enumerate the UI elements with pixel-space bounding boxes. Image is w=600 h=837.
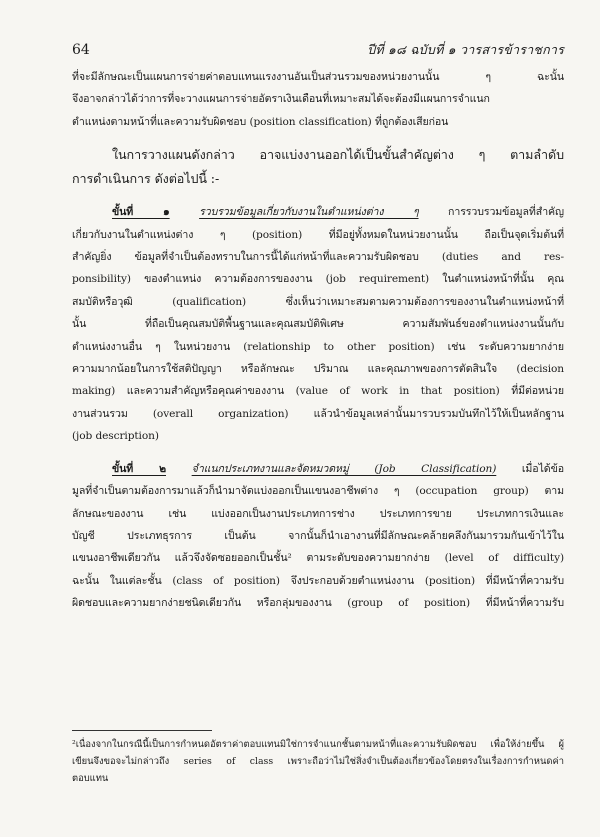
text-line: making) และความสำคัญหรือคุณค่าของงาน (value of work in that position) ที่มีต่อหน่วย bbox=[72, 385, 564, 398]
text-line: จึงอาจกล่าวได้ว่าการที่จะวางแผนการจ่ายอัตราเงินเดือนที่เหมาะสมได้จะต้องมีแผนการจำแนก bbox=[72, 93, 490, 106]
text-line: แขนงอาชีพเดียวกัน แล้วจึงจัดซอยออกเป็นชั้น² ตามระดับของความยากง่าย (level of difficulty) bbox=[72, 552, 564, 565]
text-line: ผิดชอบและความยากง่ายชนิดเดียวกัน หรือกลุ่มของงาน (group of position) ที่มีหน้าที่ความรับ bbox=[72, 597, 564, 610]
text-line: สำคัญยิ่ง ข้อมูลที่จำเป็นต้องทราบในการนี้ได้แก่หน้าที่และความรับผิดชอบ (duties and res- bbox=[72, 251, 564, 264]
step-2-title: จำแนกประเภทงานและจัดหมวดหมู่ (Job Classification) bbox=[191, 462, 497, 475]
text-line: บัญชี ประเภทธุรการ เป็นต้น จากนั้นก็นำเอางานที่มีลักษณะคล้ายคลึงกันมารวมกันเข้าไว้ใน bbox=[72, 529, 564, 542]
step-1-section bbox=[72, 201, 564, 447]
running-title: ปีที่ ๑๘ ฉบับที่ ๑ วารสารข้าราชการ bbox=[367, 42, 564, 57]
text-line: นั้น ที่ถือเป็นคุณสมบัติพื้นฐานและคุณสมบัติพิเศษ ความสัมพันธ์ของตำแหน่งงานนั้นกับ bbox=[72, 318, 564, 331]
step-2-lead: เมื่อได้ข้อ bbox=[521, 462, 564, 475]
step-2-heading-line bbox=[72, 458, 564, 480]
body-text bbox=[72, 66, 564, 615]
text-line: มูลที่จำเป็นตามต้องการมาแล้วก็นำมาจัดแบ่งออกเป็นแขนงอาชีพต่าง ๆ (occupation group) ตาม bbox=[72, 485, 564, 498]
text-line: งานส่วนรวม (overall organization) แล้วนำข้อมูลเหล่านั้นมารวบรวมบันทึกไว้ให้เป็นหลักฐาน bbox=[72, 407, 564, 420]
text-line: ตำแหน่งงานอื่น ๆ ในหน่วยงาน (relationship to other position) เช่น ระดับความยากง่าย bbox=[72, 340, 564, 353]
text-line: ponsibility) ของตำแหน่ง ความต้องการของงาน (job requirement) ในตำแหน่งหน้าที่นั้น คุณ bbox=[72, 273, 564, 286]
text-line: ความมากน้อยในการใช้สติปัญญา หรือลักษณะ ปริมาณ และคุณภาพของการตัดสินใจ (decision bbox=[72, 363, 564, 376]
page-number: 64 bbox=[72, 42, 90, 58]
text-line: ลักษณะของงาน เช่น แบ่งออกเป็นงานประเภทการช่าง ประเภทการขาย ประเภทการเงินและ bbox=[72, 507, 564, 520]
footnote-line: เขียนจึงขอจะไม่กล่าวถึง series of class เพราะถือว่าไม่ใช่สิ่งจำเป็นต้องเกี่ยวข้องโดยตรงในเรื่องการกำหนดค่า bbox=[72, 756, 564, 767]
step-2-section bbox=[72, 458, 564, 615]
text-line: ฉะนั้น ในแต่ละชั้น (class of position) จึงประกอบด้วยตำแหน่งงาน (position) ที่มีหน้าที่ความรับ bbox=[72, 574, 564, 587]
paragraph-1 bbox=[72, 66, 564, 133]
text-line: ตำแหน่งตามหน้าที่และความรับผิดชอบ (position classification) ที่ถูกต้องเสียก่อน bbox=[72, 115, 449, 128]
text-line: ที่จะมีลักษณะเป็นแผนการจ่ายค่าตอบแทนแรงงานอันเป็นส่วนรวมของหน่วยงานนั้น ๆ ฉะนั้น bbox=[72, 71, 564, 83]
footnote-line: ตอบแทน bbox=[72, 773, 109, 784]
text-line: สมบัติหรือวุฒิ (qualification) ซึ่งเห็นว่าเหมาะสมตามความต้องการของงานในตำแหน่งหน้าที่ bbox=[72, 295, 564, 308]
text-line: ในการวางแผนดังกล่าว อาจแบ่งงานออกได้เป็นขั้นสำคัญต่าง ๆ ตามลำดับ bbox=[112, 147, 564, 163]
footnote bbox=[72, 736, 564, 787]
footnote-line: ²เนื่องจากในกรณีนี้เป็นการกำหนดอัตราค่าตอบแทนมิใช่การจำแนกชั้นตามหน้าที่และความรับผิดชอบ เพื่อให้ง่ายขึ้น ผู้ bbox=[72, 739, 564, 750]
step-2-number: ขั้นที่ ๒ bbox=[112, 462, 166, 475]
paragraph-2 bbox=[72, 143, 564, 191]
step-1-lead: การรวบรวมข้อมูลที่สำคัญ bbox=[448, 206, 564, 219]
text-line: (job description) bbox=[72, 430, 159, 443]
page-header bbox=[72, 40, 564, 62]
step-1-title: รวบรวมข้อมูลเกี่ยวกับงานในตำแหน่งต่าง ๆ bbox=[199, 206, 419, 219]
footnote-divider bbox=[72, 730, 212, 731]
text-line: เกี่ยวกับงานในตำแหน่งต่าง ๆ (position) ที่มีอยู่ทั้งหมดในหน่วยงานนั้น ถือเป็นจุดเริ่มต้นที่ bbox=[72, 228, 564, 241]
step-1-number: ขั้นที่ ๑ bbox=[112, 206, 170, 219]
text-line: การดำเนินการ ดังต่อไปนี้ :- bbox=[72, 171, 220, 187]
step-1-heading-line bbox=[72, 201, 564, 223]
